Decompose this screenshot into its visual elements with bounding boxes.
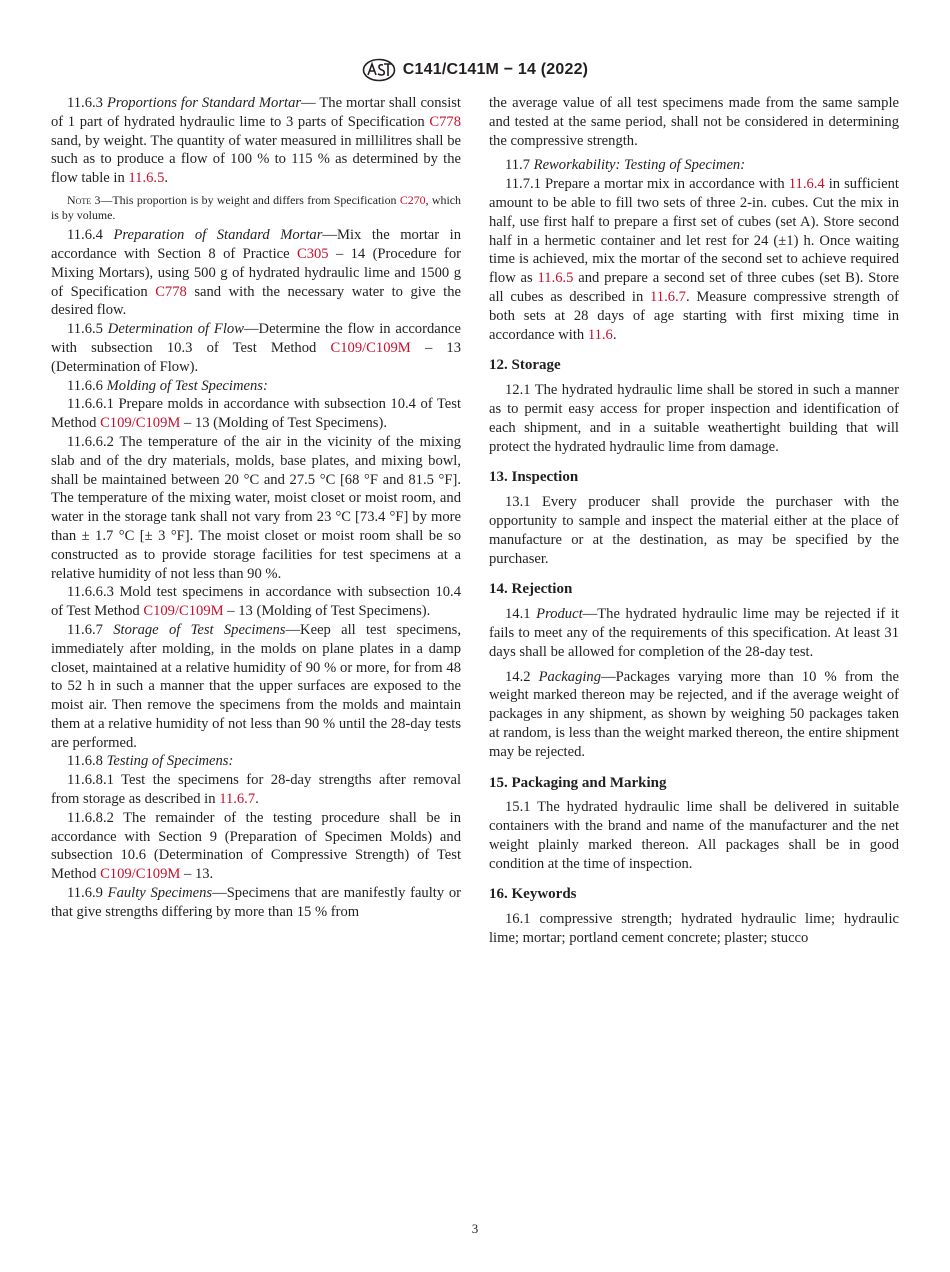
ref-link-11-6-4[interactable]: 11.6.4 — [788, 176, 825, 193]
para-11-6-6-2: 11.6.6.2 The temperature of the air in the vicinity of the mixing slab and of the dry materials, molds, base plates, and mixing bowl, shall be maintained between 20 °C and 27.5 °C [68 °F and 81.5 °F]. The temperature of the mixing water, moist closet or moist room, and water in the storage tank shall not vary from 23 °C [73.4 °F] by more than ± 1.7 °C [± 3 °F]. The moist closet or moist room shall be so constructed as to provide storage facilities for test specimens at a relative humidity of not less than 90 %. — [51, 433, 461, 582]
para-11-6-9: 11.6.9 Faulty Specimens—Specimens that are manifestly faulty or that give strengths differing by more than 15 % from — [51, 885, 462, 920]
ref-link-c778[interactable]: C778 — [429, 113, 461, 130]
left-column — [51, 94, 461, 922]
ref-link-c109[interactable]: C109/C109M — [100, 866, 181, 883]
section-heading-inspection: 13. Inspection — [489, 469, 579, 486]
section-heading-storage: 12. Storage — [489, 357, 561, 374]
page-number: 3 — [471, 1221, 479, 1236]
para-11-6-8-1: 11.6.8.1 Test the specimens for 28-day strengths after removal from storage as described in 11.6.7. — [51, 772, 461, 808]
para-11-6-8-2: 11.6.8.2 The remainder of the testing procedure shall be in accordance with Section 9 (Preparation of Specimen Molds) and subsection 10.6 (Determination of Compressive Strength) of Test Method C109/C109M – 13. — [51, 809, 461, 883]
section-heading-packaging: 15. Packaging and Marking — [489, 774, 667, 791]
section-heading-rejection: 14. Rejection — [489, 581, 573, 598]
para-11-6-8: 11.6.8 Testing of Specimens: — [67, 753, 234, 770]
para-11-6-9-cont: the average value of all test specimens made from the same sample and tested at the same period, shall not be considered in determining the compressive strength. — [489, 95, 899, 149]
right-column — [489, 94, 899, 948]
para-14-2: 14.2 Packaging—Packages varying more than 10 % from the weight marked thereon may be rejected, and if the average weight of packages in any shipment, as shown by weighing 50 packages taken at random, is less than the weight marked thereon, the entire shipment may be rejected. — [489, 668, 899, 760]
ref-link-c109[interactable]: C109/C109M — [100, 415, 181, 432]
para-11-6-5: 11.6.5 Determination of Flow—Determine the flow in accordance with subsection 10.3 of Test Method C109/C109M – 13 (Determination of Flow). — [51, 321, 462, 375]
standard-designation: C141/C141M − 14 (2022) — [402, 61, 589, 78]
ref-link-c305[interactable]: C305 — [296, 245, 329, 262]
ref-link-11-6[interactable]: 11.6 — [587, 326, 613, 343]
ref-link-c270[interactable]: C270 — [399, 192, 426, 207]
para-11-6-3: 11.6.3 Proportions for Standard Mortar— The mortar shall consist of 1 part of hydrated hydraulic lime to 3 parts of Specification C778 sand, by weight. The quantity of water measured in millilitres shall be such as to produce a flow of 100 % to 115 % as determined by the flow table in 11.6.5. — [51, 95, 461, 187]
ref-link-11-6-7[interactable]: 11.6.7 — [650, 288, 686, 305]
ref-link-c109[interactable]: C109/C109M — [143, 603, 224, 620]
para-16-1: 16.1 compressive strength; hydrated hydraulic lime; hydraulic lime; mortar; portland cement concrete; plaster; stucco — [489, 911, 899, 947]
para-14-1: 14.1 Product—The hydrated hydraulic lime may be rejected if it fails to meet any of the requirements of this specification. At least 31 days shall be allowed for completion of the 28-day test. — [489, 606, 899, 660]
astm-logo-icon — [362, 58, 396, 82]
para-11-7-1: 11.7.1 Prepare a mortar mix in accordance with 11.6.4 in sufficient amount to be able to fill two sets of three 2-in. cubes. Cut the mix in half, use first half to prepare a first set of cubes (set A). Store second half in a hermetic container and let rest for 24 (±1) h. Once waiting time is achieved, mix the mortar of the second set to achieve required flow as 11.6.5 and prepare a second set of three cubes (set B). Store all cubes as described in 11.6.7. Measure compressive strength of both sets at 28 days of age starting with first mixing time in accordance with 11.6. — [489, 176, 899, 343]
para-11-6-6-1: 11.6.6.1 Prepare molds in accordance with subsection 10.4 of Test Method C109/C109M – 13 (Molding of Test Specimens). — [51, 396, 461, 432]
para-11-7: 11.7 Reworkability: Testing of Specimen: — [505, 157, 746, 174]
para-11-6-6-3: 11.6.6.3 Mold test specimens in accordance with subsection 10.4 of Test Method C109/C109M – 13 (Molding of Test Specimens). — [51, 584, 461, 620]
para-12-1: 12.1 The hydrated hydraulic lime shall be stored in such a manner as to permit easy access for proper inspection and identification of each shipment, and in a suitable weathertight building that will protect the hydrated hydraulic lime from damage. — [489, 382, 899, 455]
page-header — [0, 58, 950, 82]
ref-link-11-6-5[interactable]: 11.6.5 — [537, 270, 574, 287]
para-11-6-4: 11.6.4 Preparation of Standard Mortar—Mix the mortar in accordance with Section 8 of Practice C305 – 14 (Procedure for Mixing Mortars), using 500 g of hydrated hydraulic lime and 1500 g of Specification C778 sand with the necessary water to give the desired flow. — [51, 227, 461, 319]
ref-link-c109[interactable]: C109/C109M — [330, 339, 411, 356]
ref-link-11-6-7[interactable]: 11.6.7 — [219, 791, 256, 808]
ref-link-11-6-5[interactable]: 11.6.5 — [128, 170, 165, 187]
para-11-6-6: 11.6.6 Molding of Test Specimens: — [67, 377, 268, 394]
section-heading-keywords: 16. Keywords — [489, 886, 577, 903]
para-15-1: 15.1 The hydrated hydraulic lime shall be delivered in suitable containers with the brand and name of the manufacturer and the net weight plainly marked thereon. All packages shall be in good condition at the time of inspection. — [489, 799, 899, 872]
note-3: Note 3—This proportion is by weight and differs from Specification C270, which is by volume. — [51, 192, 461, 222]
para-11-6-7: 11.6.7 Storage of Test Specimens—Keep all test specimens, immediately after molding, in the molds on plane plates in a damp closet, maintained at a relative humidity of 90 % or more, for from 48 to 52 h in such a manner that the upper surfaces are exposed to the moist air. Then remove the specimens from the molds and maintain them at a relative humidity of not less than 90 % until the 28-day tests are performed. — [51, 621, 461, 751]
ref-link-c778[interactable]: C778 — [155, 283, 187, 300]
para-13-1: 13.1 Every producer shall provide the purchaser with the opportunity to sample and inspect the material either at the place of manufacture or at the destination, as may be specified by the purchaser. — [489, 494, 899, 567]
